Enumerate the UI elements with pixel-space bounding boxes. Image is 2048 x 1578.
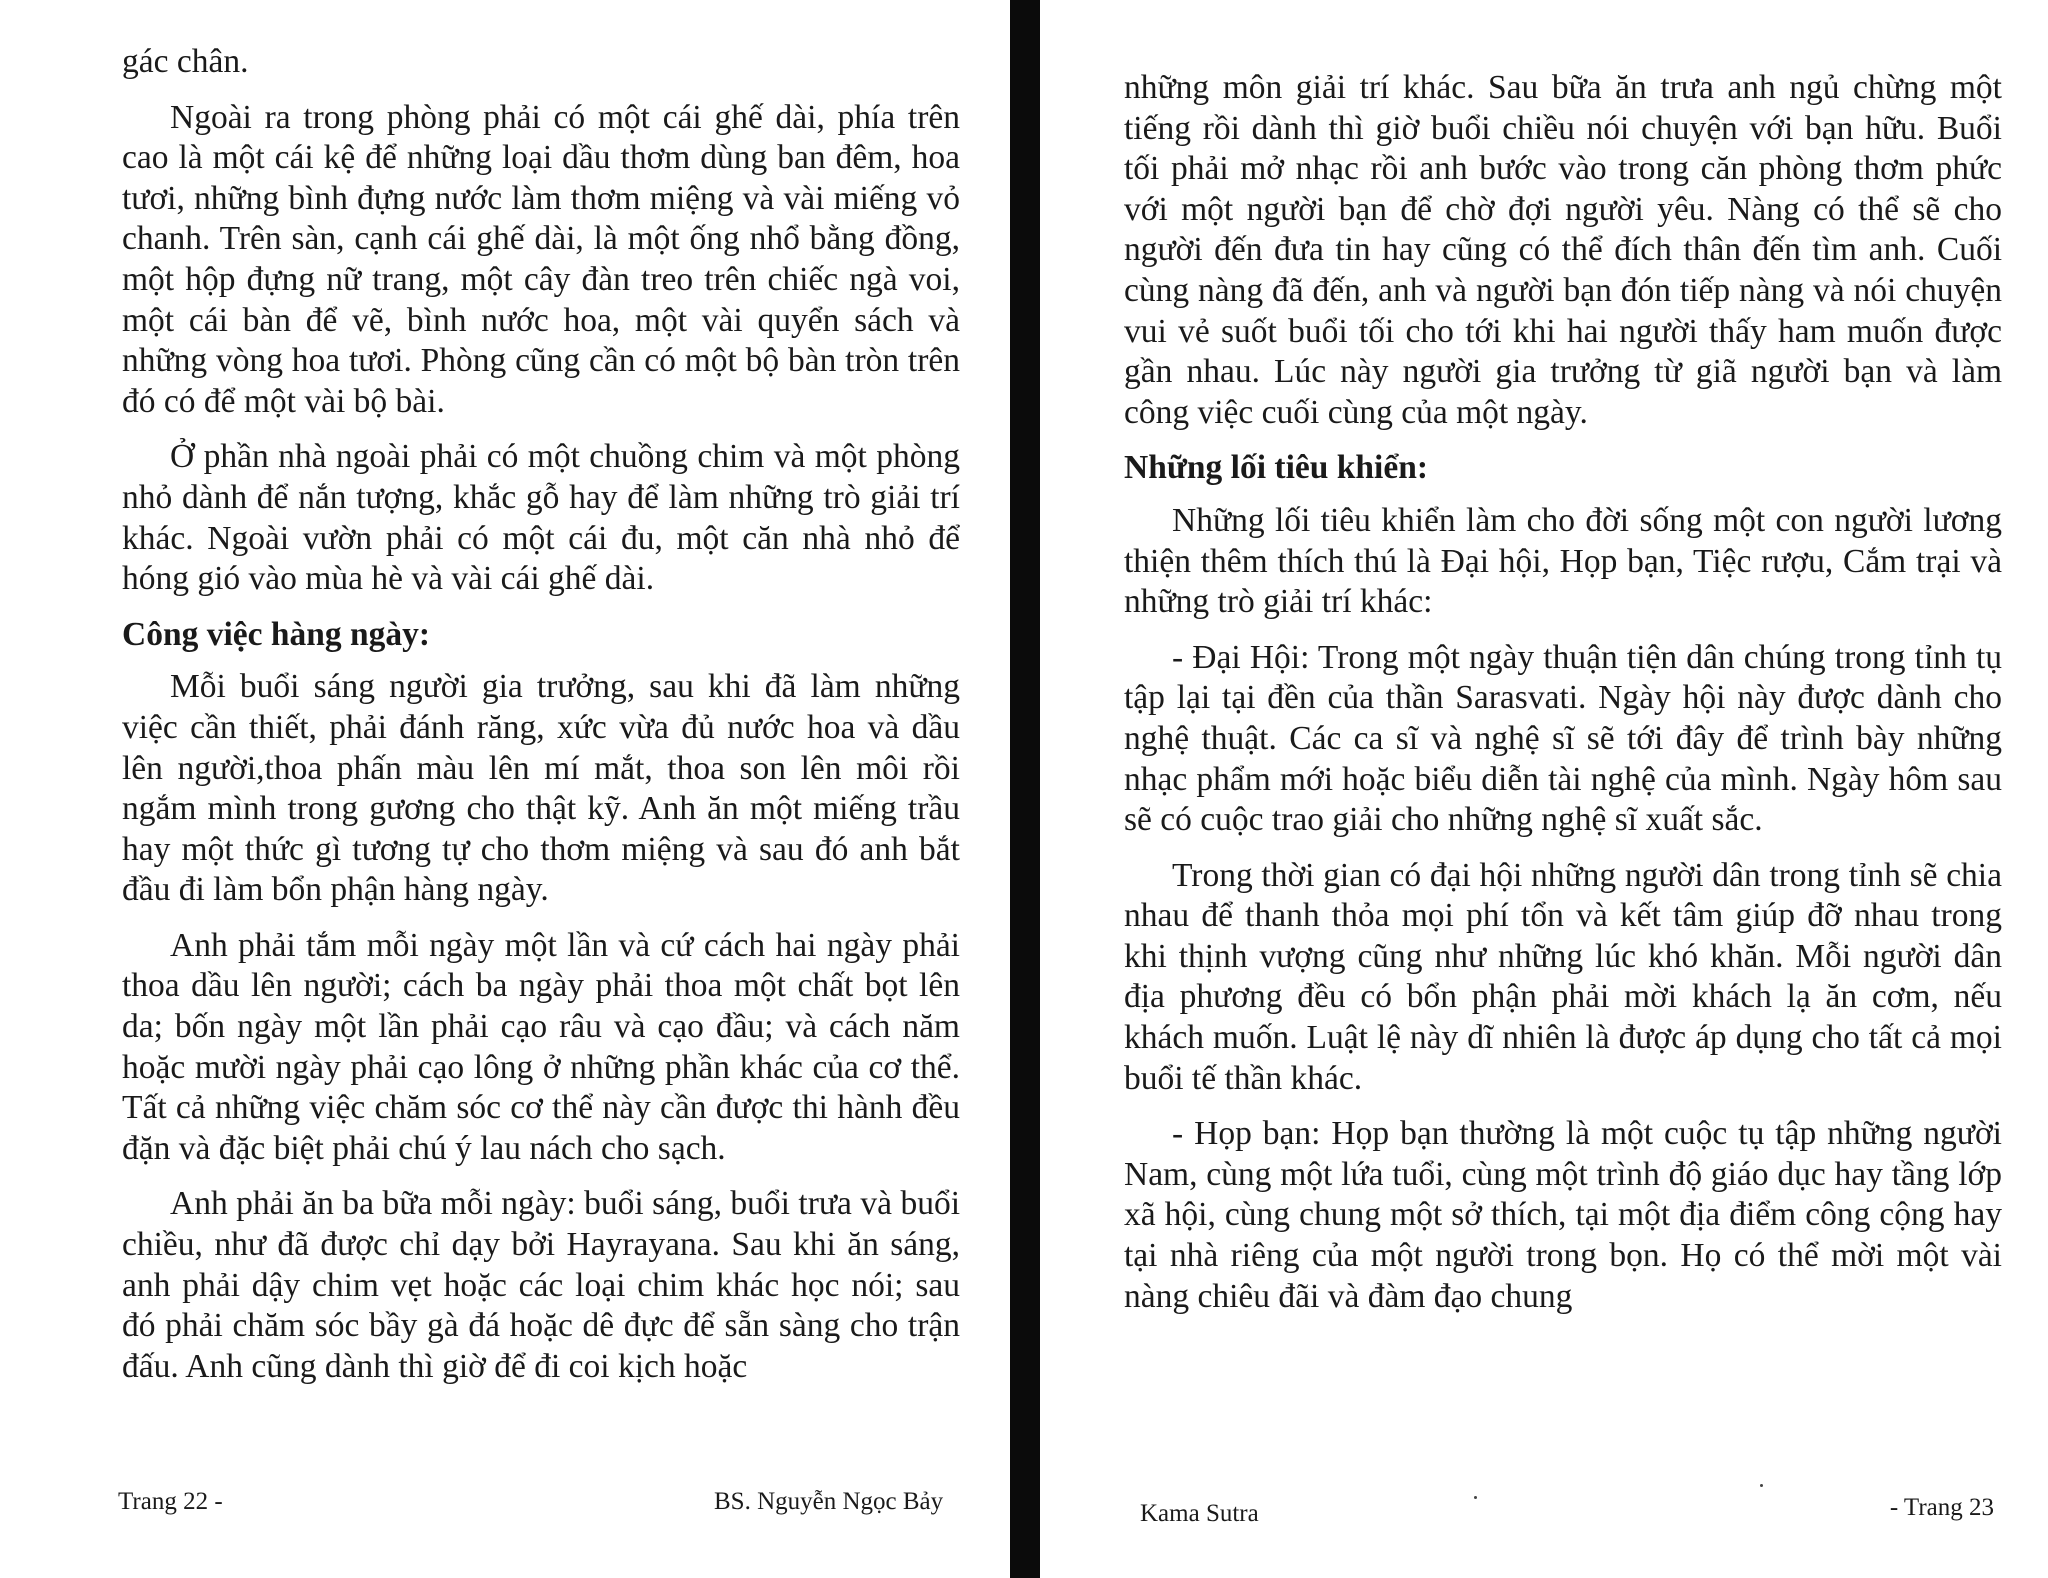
running-footer-title: Kama Sutra bbox=[1140, 1500, 1259, 1527]
paragraph: - Họp bạn: Họp bạn thường là một cuộc tụ tập những người Nam, cùng một lứa tuổi, cùng một trình độ giáo dục hay tầng lớp xã hội, cùng chung một sở thích, tại một địa điểm công cộng hay tại nhà riêng của một người trong bọn. Họ có thể mời một vài nàng chiêu đãi và đàm đạo chung bbox=[1124, 1115, 2002, 1315]
left-page bbox=[0, 0, 1010, 1578]
paragraph: - Đại Hội: Trong một ngày thuận tiện dân chúng trong tỉnh tụ tập lại tại đền của thần Sarasvati. Ngày hội này được dành cho nghệ thuật. Các ca sĩ và nghệ sĩ sẽ tới đây để trình bày những nhạc phẩm mới hoặc biểu diễn tài nghệ của mình. Ngày hôm sau sẽ có cuộc trao giải cho những nghệ sĩ xuất sắc. bbox=[1124, 638, 2002, 839]
paragraph: Mỗi buổi sáng người gia trưởng, sau khi đã làm những việc cần thiết, phải đánh răng, xức vừa đủ nước hoa và dầu lên người,thoa phấn màu lên mí mắt, thoa son lên môi rồi ngắm mình trong gương cho thật kỹ. Anh ăn một miếng trầu hay một thức gì tương tự cho thơm miệng và sau đó anh bắt đầu đi làm bổn phận hàng ngày. bbox=[122, 668, 960, 909]
section-heading: Công việc hàng ngày: bbox=[122, 615, 431, 653]
paragraph: Ngoài ra trong phòng phải có một cái ghế dài, phía trên cao là một cái kệ để những loại dầu thơm dùng ban đêm, hoa tươi, những bình đựng nước làm thơm miệng và vài miếng vỏ chanh. Trên sàn, cạnh cái ghế dài, là một ống nhổ bằng đồng, một hộp đựng nữ trang, một cây đàn treo trên chiếc ngà voi, một cái bàn để vẽ, bình nước hoa, một vài quyển sách và những vòng hoa tươi. Phòng cũng cần có một bộ bàn tròn trên đó có để một vài bộ bài. bbox=[122, 98, 960, 420]
paragraph: Ở phần nhà ngoài phải có một chuồng chim và một phòng nhỏ dành để nắn tượng, khắc gỗ hay để làm những trò giải trí khác. Ngoài vườn phải có một cái đu, một căn nhà nhỏ để hóng gió vào mùa hè và vài cái ghế dài. bbox=[122, 438, 960, 598]
right-page-body bbox=[1124, 68, 2002, 1332]
left-page-body bbox=[122, 42, 960, 1402]
paragraph: Trong thời gian có đại hội những người dân trong tỉnh sẽ chia nhau để thanh thỏa mọi phí tổn và kết tâm giúp đỡ nhau trong khi thịnh vượng cũng như những lúc khó khăn. Mỗi người dân địa phương đều có bổn phận phải mời khách lạ ăn cơm, nếu khách muốn. Luật lệ này dĩ nhiên là được áp dụng cho tất cả mọi buổi tế thần khác. bbox=[1124, 856, 2002, 1097]
scan-speck bbox=[1760, 1484, 1763, 1487]
running-footer-author: BS. Nguyễn Ngọc Bảy bbox=[714, 1488, 944, 1515]
right-page bbox=[1040, 0, 2048, 1578]
scan-speck bbox=[1474, 1496, 1477, 1499]
page-number: - Trang 23 bbox=[1889, 1494, 1994, 1521]
binding-gutter bbox=[1010, 0, 1040, 1578]
paragraph: Anh phải tắm mỗi ngày một lần và cứ cách hai ngày phải thoa dầu lên người; cách ba ngày phải thoa một chất bọt lên da; bốn ngày một lần phải cạo râu và cạo đầu; và cách năm hoặc mười ngày phải cạo lông ở những phần khác của cơ thể. Tất cả những việc chăm sóc cơ thể này cần được thi hành đều đặn và đặc biệt phải chú ý lau nách cho sạch. bbox=[122, 926, 960, 1167]
page-number: Trang 22 - bbox=[118, 1488, 223, 1515]
paragraph: Những lối tiêu khiển làm cho đời sống một con người lương thiện thêm thích thú là Đại hội, Họp bạn, Tiệc rượu, Cắm trại và những trò giải trí khác: bbox=[1124, 501, 2002, 621]
paragraph: những môn giải trí khác. Sau bữa ăn trưa anh ngủ chừng một tiếng rồi dành thì giờ buổi chiều nói chuyện với bạn hữu. Buổi tối phải mở nhạc rồi anh bước vào trong căn phòng thơm phức với một người bạn để chờ đợi người yêu. Nàng có thể sẽ cho người đến đưa tin hay cũng có thể đích thân đến tìm anh. Cuối cùng nàng đã đến, anh và người bạn đón tiếp nàng và nói chuyện vui vẻ suốt buổi tối cho tới khi hai người thấy ham muốn được gần nhau. Lúc này người gia trưởng từ giã người bạn và làm công việc cuối cùng của một ngày. bbox=[1124, 69, 2002, 431]
paragraph: gác chân. bbox=[122, 43, 249, 80]
paragraph: Anh phải ăn ba bữa mỗi ngày: buổi sáng, buổi trưa và buổi chiều, như đã được chỉ dạy bởi Hayrayana. Sau khi ăn sáng, anh phải dậy chim vẹt hoặc các loại chim khác học nói; sau đó phải chăm sóc bầy gà đá hoặc dê đực để sẵn sàng cho trận đấu. Anh cũng dành thì giờ để đi coi kịch hoặc bbox=[122, 1185, 960, 1385]
section-heading: Những lối tiêu khiển: bbox=[1124, 449, 1428, 487]
